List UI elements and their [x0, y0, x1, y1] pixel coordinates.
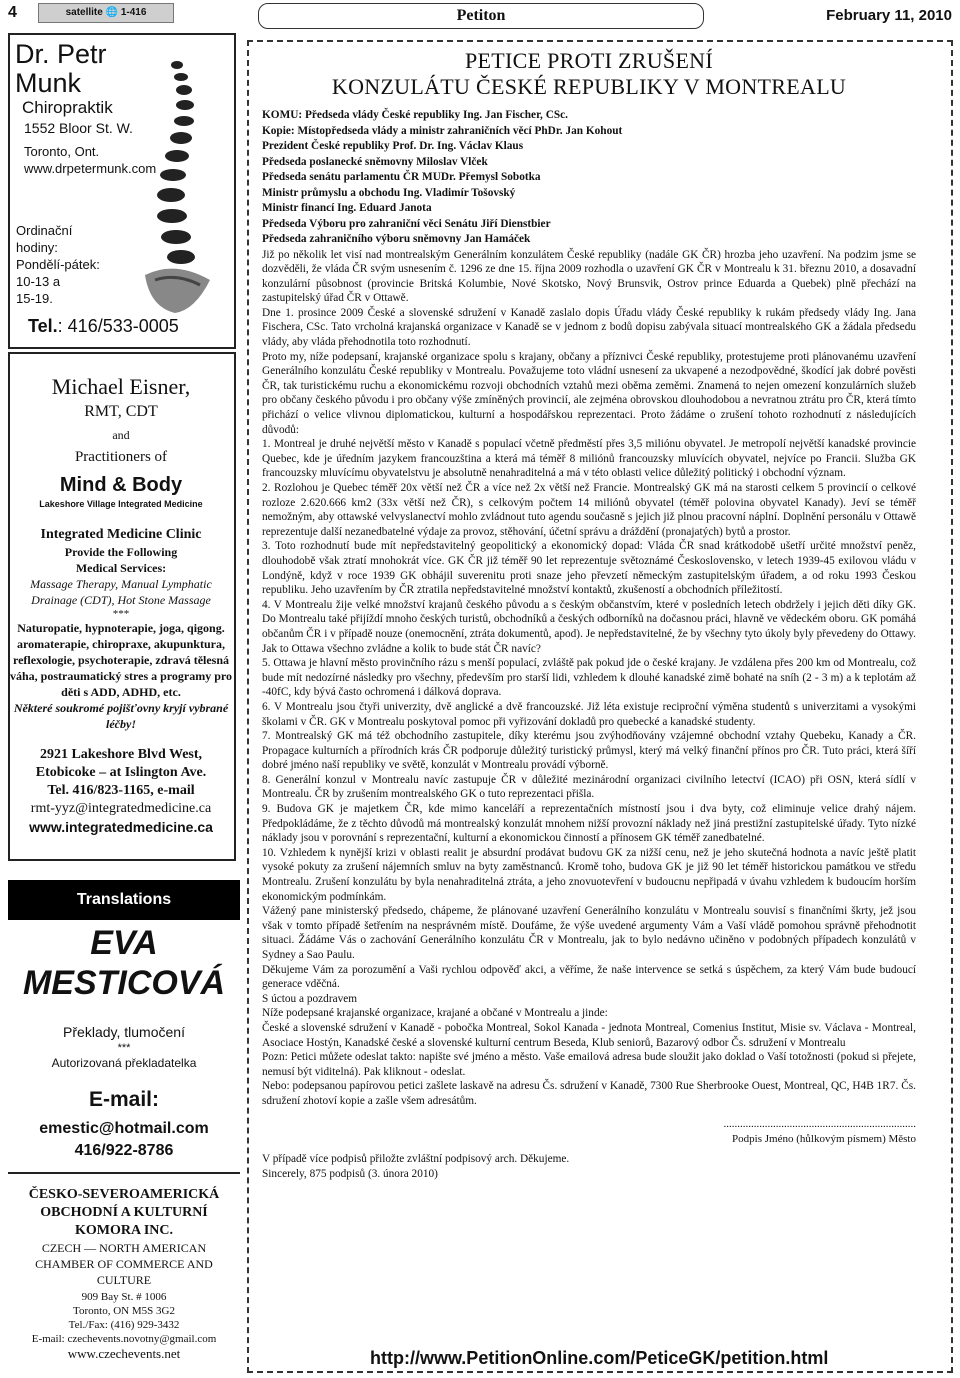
article-paragraph: 1. Montreal je druhé největší město v Kanadě s populací včetně předměstí přes 3,5 miliónu obyvatel. Je metropolí největší kanadské provincie Quebec, kde je úředním jazykem francouzština a která má téměř 8 miliónů francouzsky mluvících obyvatel, nejvíce po Francii. Služba GK francouzsky mluvícímu obyvatelstvu je absolutně nenahraditelná a má v této oblasti velice důležitý politický i obchodní význam.	[262, 438, 916, 480]
eva-stars: ***	[117, 1042, 131, 1054]
article-paragraph: 2. Rozlohou je Quebec téměř 20x větší než ČR a více než 2x větší než Francie. Montrealský GK má na starosti celkem 5 provincií o celkové rozloze 2.620.666 km2 (33x větší než ČR), s celkovým počtem 14 miliónů obyvatel (téměř polovina obyvatel Kanady). Jeví se téměř nemožným, aby ottawské velvyslanectví mohlo zvládnout tuto agendu současně s jejich již plnou pracovní náplní. Doplnění personálu v Ottawě reprezentuje další nezanedbatelné výdaje za provoz, stěhování, účetní správu a dráždění (pronajatých) bytů a prostor.	[262, 482, 916, 538]
komora-tel: Tel./Fax: (416) 929-3432	[68, 1319, 180, 1331]
mind-body-logo-sub: Lakeshore Village Integrated Medicine	[39, 499, 203, 509]
article-title-2: KONZULÁTU ČESKÉ REPUBLIKY V MONTREALU	[331, 74, 847, 99]
komora-title-1: ČESKO-SEVEROAMERICKÁ	[28, 1187, 220, 1202]
article-title-1: PETICE PROTI ZRUŠENÍ	[465, 48, 713, 73]
munk-hours	[16, 222, 116, 307]
article-paragraph: Pozn: Petici můžete odeslat takto: napište své jméno a město. Vaše emailová adresa bude sloužit jako doklad o Vaší totožnosti (pokud si přejete, nemusí být viditelná). Pak kliknout - odeslat.	[262, 1051, 916, 1078]
closing-2: Sincerely, 875 podpisů (3. února 2010)	[262, 1168, 438, 1181]
eisner-provide-1: Provide the Following	[64, 545, 178, 559]
eisner-credentials: RMT, CDT	[84, 403, 158, 420]
munk-hours-1: 10-13 a	[16, 274, 61, 289]
recipient-line: Předseda zahraničního výboru sněmovny Jan Hamáček	[262, 233, 531, 245]
article-paragraph: 3. Toto rozhodnutí bude mít nepředstavitelný geopolitický a ekonomický dopad: Vláda ČR snad krátkodobě ušetří určité množství peněz, dlouhodobě však ztratí mnohokrát více. GK ČR již téměř 90 let reprezentuje světoznámé Československo, v letech 1939-45 exilovou vládu v Londýně, když v roce 1939 GK obhájil suverenitu proti snaze jeho převzetí německým zastupitelským úřadem, a od roku 1993 Českou republiku. Jeho uzavřením by ČR ztratila nepředstavitelné množství kontaktů, zkušeností a obchodních příležitostí.	[262, 540, 916, 597]
closing-1: V případě více podpisů přiložte zvláštní podpisový arch. Děkujeme.	[262, 1152, 570, 1165]
issue-date: February 11, 2010	[826, 7, 952, 24]
eva-authorized: Autorizovaná překladatelka	[51, 1056, 197, 1070]
article-paragraph: Již po několik let visí nad montrealským Generálním konzulátem České republiky (nadále GK ČR) hrozba jeho uzavření. Na podzim jsme se dozvěděli, že vláda ČR svým usnesením č. 1296 ze dne 15. října 2009 rozhodla o uzavření GK ČR v Montrealu k 31. březnu 2010, a dosavadní konzulární působnost (provincie Britská Kolumbie, Nové Skotsko, Nový Brunsvik, Ostrov prince Eduarda a Quebek) plně přechází na zastupitelský úřad ČR v Ottawě.	[262, 248, 916, 305]
eva-services: Překlady, tlumočení	[63, 1024, 185, 1040]
article-paragraph: 4. V Montrealu žije velké množství krajanů českého původu a s českým občanstvím, které v posledních letech obdržely i jejich děti díky GK. Do Montrealu také přijíždí mnoho českých turistů, obchodníků a českých odborníků na dočasnou práci, hlavně ve vědeckém oboru. GK pomáhá občanům ČR i v případě nouze (onemocnění, ztráta dokumentů, apod). Je nepředstavitelné, že by všechny tyto úkoly byly převedeny do Ottawy. Jak to Ottawa všechno zvládne a kolik to bude stát ČR navíc?	[262, 598, 916, 655]
komora-address-2: Toronto, ON M5S 3G2	[73, 1305, 175, 1317]
eva-content	[8, 924, 240, 1162]
komora-content	[8, 1186, 240, 1362]
recipient-line: Předseda Výboru pro zahraniční věci Senátu Jiří Dienstbier	[262, 217, 551, 230]
eva-name-1: EVA	[90, 924, 158, 962]
eva-email[interactable]: emestic@hotmail.com	[39, 1120, 209, 1137]
munk-city-web	[24, 143, 156, 177]
eisner-name: Michael Eisner,	[51, 374, 191, 399]
signature-dots: ......................................................................	[723, 1117, 916, 1130]
munk-web[interactable]: www.drpetermunk.com	[24, 161, 157, 176]
munk-tel-number: : 416/533-0005	[57, 316, 179, 336]
eisner-services-alt: Naturopatie, hypnoterapie, joga, qigong. aromaterapie, chiropraxe, akupunktura, reflexologie, psychoterapie, zdravá tělesná váha, postraumatický stres a programy pro děti s ADD, ADHD, etc.	[10, 621, 232, 699]
recipient-line: Předseda senátu parlamentu ČR MUDr. Přemysl Sobotka	[262, 171, 541, 183]
petition-url[interactable]: http://www.PetitionOnline.com/PeticeGK/petition.html	[370, 1348, 829, 1368]
eisner-stars: ***	[112, 608, 130, 620]
article-paragraph: 6. V Montrealu jsou čtyři univerzity, dvě anglické a dvě francouzské. Již léta existuje reciproční výměna studentů s univerzitami a vysokými školami v ČR. GK v Montrealu poskytoval pomoc při vyřizování dokladů pro quebecké a kanadské studenty.	[262, 700, 916, 728]
recipient-line: KOMU: Předseda vlády České republiky Ing. Jan Fischer, CSc.	[262, 109, 568, 121]
logo-text: satellite	[65, 7, 103, 18]
komora-web[interactable]: www.czechevents.net	[67, 1346, 181, 1361]
munk-telephone	[28, 316, 179, 337]
munk-hours-2: 15-19.	[16, 291, 53, 306]
article-paragraph: Vážený pane ministerský předsedo, chápeme, že plánované uzavření Generálního konzulátu v Montrealu souvisí s finančními škrty, jež jsou však v tomto případě šetřením na nesprávném místě. Doufáme, že výše uvedené argumenty Vám a Vaší vládě pomohou správně přehodnotit situaci. Žádáme Vás o zachování Generálního konzulátu ČR v Montrealu, jak to bylo nedávno učiněno v podobných případech konzulátů v Sydney a Sao Paulu.	[262, 905, 916, 961]
eisner-clinic: Integrated Medicine Clinic	[40, 527, 202, 542]
eisner-tel: Tel. 416/823-1165, e-mail	[47, 783, 195, 798]
eisner-address-2: Etobicoke – at Islington Ave.	[35, 765, 207, 780]
komora-address-1: 909 Bay St. # 1006	[81, 1291, 167, 1303]
article-paragraph: 9. Budova GK je majetkem ČR, kde mimo kanceláří a reprezentačních místností jsou i dva byty, což eliminuje velice drahý nájem. Předpokládáme, že z těchto důvodů má montrealský konzulát mnohem nižší provozní náklady než jiná prestižní zastupitelské úřady. Tyto nízké náklady jsou v porovnání s reprezentační, kulturní a ekonomickou činností a přínosem GK téměř zanedbatelné.	[262, 803, 916, 845]
mind-body-logo: Mind & Body	[59, 474, 183, 496]
recipient-line: Prezident České republiky Prof. Dr. Ing. Václav Klaus	[262, 140, 524, 152]
article-paragraph: 7. Montrealský GK má též obchodního zastupitele, díky kterému jsou zvýhodňovány vzájemné obchodní vztahy Quebeku, Kanady a ČR. Propagace kulturních a přírodních krás ČR podporuje důležitý turistický průmysl, který má velký finanční přínos pro ČR. Tuto práci, která šíří dobré jméno naší republiky ve světě, konzulát v Montrealu provádí výborně.	[262, 730, 916, 772]
page-number: 4	[8, 4, 17, 21]
signature-label: Podpis Jméno (hůlkovým písmem) Město	[732, 1133, 916, 1146]
eisner-practitioners: Practitioners of	[74, 449, 168, 465]
komora-en-1: CZECH — NORTH AMERICAN	[41, 1241, 207, 1255]
section-title: Petiton	[258, 3, 704, 29]
munk-tel-label: Tel.	[28, 316, 58, 336]
munk-hours-days: Pondělí-pátek:	[16, 257, 100, 272]
article-paragraph: Níže podepsané krajanské organizace, krajané a občané v Montrealu a jinde:	[262, 1007, 608, 1020]
eva-email-label: E-mail:	[88, 1088, 159, 1111]
eisner-and: and	[112, 428, 130, 442]
eisner-web[interactable]: www.integratedmedicine.ca	[29, 819, 213, 835]
article-paragraph: 10. Vzhledem k nynější krizi v oblasti realit je absurdní prodávat budovu GK za nižší cenu, než je jeho skutečná hodnota a navíc ještě platit vysoké pokuty za zrušení nájemních smluv na byty zaměstnanců. Kromě toho, budova GK je již 90 let téměř historickou památkou ve středu Montrealu. Zrušení konzulátu by byla nenahraditelná ztráta, a jeho znovuotevření v budoucnu nepřipadá v úvahu vzhledem k budoucím horším ekonomickým podmínkám.	[262, 846, 916, 903]
munk-city: Toronto, Ont.	[24, 144, 100, 159]
munk-hours-label: Ordinační hodiny:	[16, 223, 73, 255]
recipients-list	[262, 108, 916, 248]
eisner-insurance: Některé soukromé pojišťovny kryjí vybrané léčby!	[13, 701, 229, 731]
eva-name-2: MESTICOVÁ	[22, 964, 226, 1002]
eva-phone: 416/922-8786	[74, 1142, 174, 1159]
divider	[8, 1172, 240, 1174]
article-paragraph: 5. Ottawa je hlavní město provinčního rázu s menší populací, zvláště pak pokud jde o české krajany. Je vzdálena přes 200 km od Montrealu, což bude mít nedozírné následky pro všechny, především pro starší lidi, vzhledem k dlouhé kanadské zimě bohaté na sníh (2 - 3 m) a k teplotám až -40fC, kdy bývá často ochromená i dálková doprava.	[262, 657, 916, 699]
eisner-services-main: Massage Therapy, Manual Lymphatic Drainage (CDT), Hot Stone Massage	[30, 577, 212, 607]
recipient-line: Ministr financí Ing. Eduard Janota	[262, 202, 432, 214]
munk-name: Dr. Petr Munk	[15, 39, 107, 98]
newspaper-logo	[38, 3, 174, 23]
translations-bar: Translations	[8, 880, 240, 920]
logo-issue: 1-416	[120, 7, 147, 18]
article-paragraph: 8. Generální konzul v Montrealu navíc zastupuje ČR v důležité mezinárodní organizaci civilního letectví (ICAO) při OSN, která sídlí v Montrealu. ČR by zrušením montrealského GK o tuto reprezentaci přišla.	[262, 773, 916, 801]
eisner-email[interactable]: rmt-yyz@integratedmedicine.ca	[30, 801, 212, 816]
globe-icon: 🌐	[105, 7, 119, 18]
petition-article	[262, 48, 916, 1183]
article-paragraph: Dne 1. prosince 2009 České a slovenské sdružení v Kanadě zaslalo dopis Úřadu vlády České republiky k rukám předsedy vlády Ing. Jana Fischera, CSc. Tato vrcholná krajanská organizace v Kanadě se v jednom z bodů dopisu zabývala situací montrealského GK a žádala předsedu vlády, aby vláda přehodnotila toto rozhodnutí.	[262, 306, 916, 349]
komora-en-2: CHAMBER OF COMMERCE AND	[35, 1257, 213, 1271]
article-body	[262, 248, 916, 1109]
eisner-provide-2: Medical Services:	[75, 561, 167, 575]
komora-title-2: OBCHODNÍ A KULTURNÍ	[40, 1205, 208, 1220]
article-paragraph: České a slovenské sdružení v Kanadě - pobočka Montreal, Sokol Kanada - jednota Montreal, Comenius Institut, Misie sv. Václava - Montreal, Asociace Hostýn, Kanadské české a slovenské kulturní centrum Beseda, Klub seniorů, Bazarový odbor Čs. sdružení v Montrealu	[262, 1021, 916, 1049]
recipient-line: Ministr průmyslu a obchodu Ing. Vladimír Tošovský	[262, 186, 516, 199]
komora-en-3: CULTURE	[96, 1273, 152, 1287]
komora-title-3: KOMORA INC.	[75, 1223, 173, 1238]
eisner-address-1: 2921 Lakeshore Blvd West,	[39, 747, 203, 762]
munk-address: 1552 Bloor St. W.	[24, 120, 133, 136]
eisner-content	[10, 374, 232, 836]
munk-title: Chiropraktik	[22, 98, 113, 117]
article-paragraph: Proto my, níže podepsaní, krajanské organizace spolu s krajany, občany a příznivci České republiky, protestujeme proti plánovanému uzavření Generálního konzulátu České republiky v Montrealu. Považujeme toto vládní usnesení za ukvapené a nezodpovědné, škodící jak dobré pověsti ČR, tak turistickému ruchu a ekonomickému rozvoji obchodních vztahů mezi oběma zeměmi. Znamená to nejen omezení konzulárních služeb pro občany českého původu i pro občany výše zmíněných provincií, ale zejména obrovskou dlouhodobou a nevratnou ztrátu pro ČR, která tímto přichází o velice vlivnou diplomatickou, kulturní a hospodářskou reprezentaci. Proto žádáme o zrušení tohoto rozhodnutí z následujících důvodů:	[262, 350, 916, 436]
recipient-line: Předseda poslanecké sněmovny Miloslav Vlček	[262, 155, 488, 168]
article-paragraph: Děkujeme Vám za porozumění a Vaši rychlou odpověď akci, a věříme, že naše intervence se setká s úspěchem, za který Vám bude budoucí generace vděčná.	[262, 963, 916, 991]
article-paragraph: S úctou a pozdravem	[262, 992, 358, 1005]
recipient-line: Kopie: Místopředseda vlády a ministr zahraničních věcí PhDr. Jan Kohout	[262, 124, 623, 137]
article-paragraph: Nebo: podepsanou papírovou petici zašlete laskavě na adresu Čs. sdružení v Kanadě, 7300 Rue Sherbrooke Ouest, Montreal, QC, H4B 1R7. Čs. sdružení zhotoví kopie a zašle všem adresátům.	[262, 1080, 916, 1107]
komora-email[interactable]: E-mail: czechevents.novotny@gmail.com	[31, 1333, 217, 1345]
